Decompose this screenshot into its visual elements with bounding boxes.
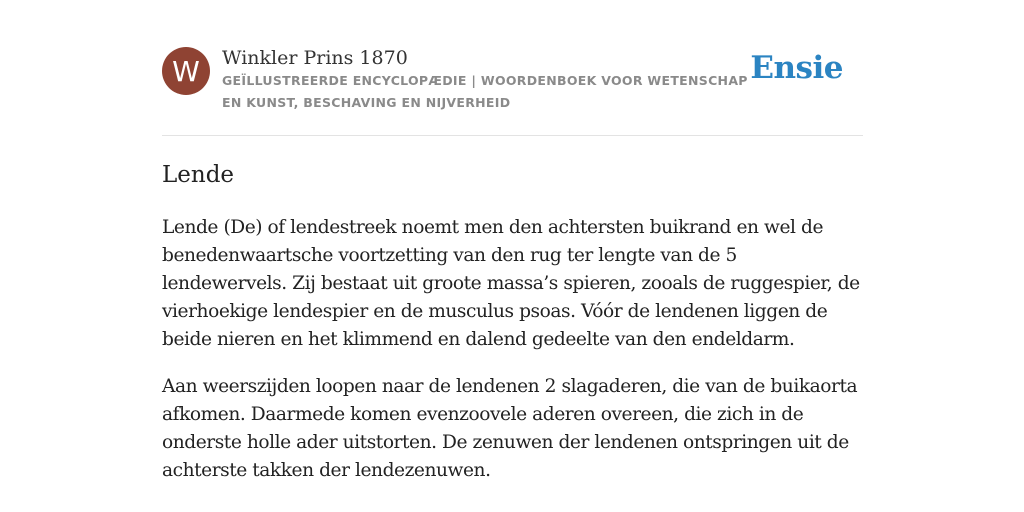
article-paragraph-1: Lende (De) of lendestreek noemt men den achtersten buikrand en wel de benedenwaartsche voortzetting van den rug ter lengte van de 5 lendewervels. Zij bestaat uit groote massa’s spieren, zooals de ruggespier, de vierhoekige lendespier en de musculus psoas. Vóór de lendenen liggen de beide nieren en het klimmend en dalend gedeelte van den endeldarm.: [162, 217, 860, 350]
ensie-logo[interactable]: Ensie: [750, 50, 843, 86]
source-title[interactable]: Winkler Prins 1870: [222, 47, 408, 69]
source-subtitle: GEÏLLUSTREERDE ENCYCLOPÆDIE | WOORDENBOEK VOOR WETENSCHAP EN KUNST, BESCHAVING EN NIJVERHEID: [222, 73, 748, 110]
source-meta: [222, 44, 752, 114]
source-header: [162, 44, 863, 136]
page-content: [162, 44, 863, 485]
article-title: Lende: [162, 162, 235, 188]
source-avatar[interactable]: W: [162, 47, 210, 95]
article-paragraph-2: Aan weerszijden loopen naar de lendenen 2 slagaderen, die van de buikaorta afkomen. Daarmede komen evenzoovele aderen overeen, die zich in de onderste holle ader uitstorten. De zenuwen der lendenen ontspringen uit de achterste takken der lendezenuwen.: [162, 376, 858, 481]
